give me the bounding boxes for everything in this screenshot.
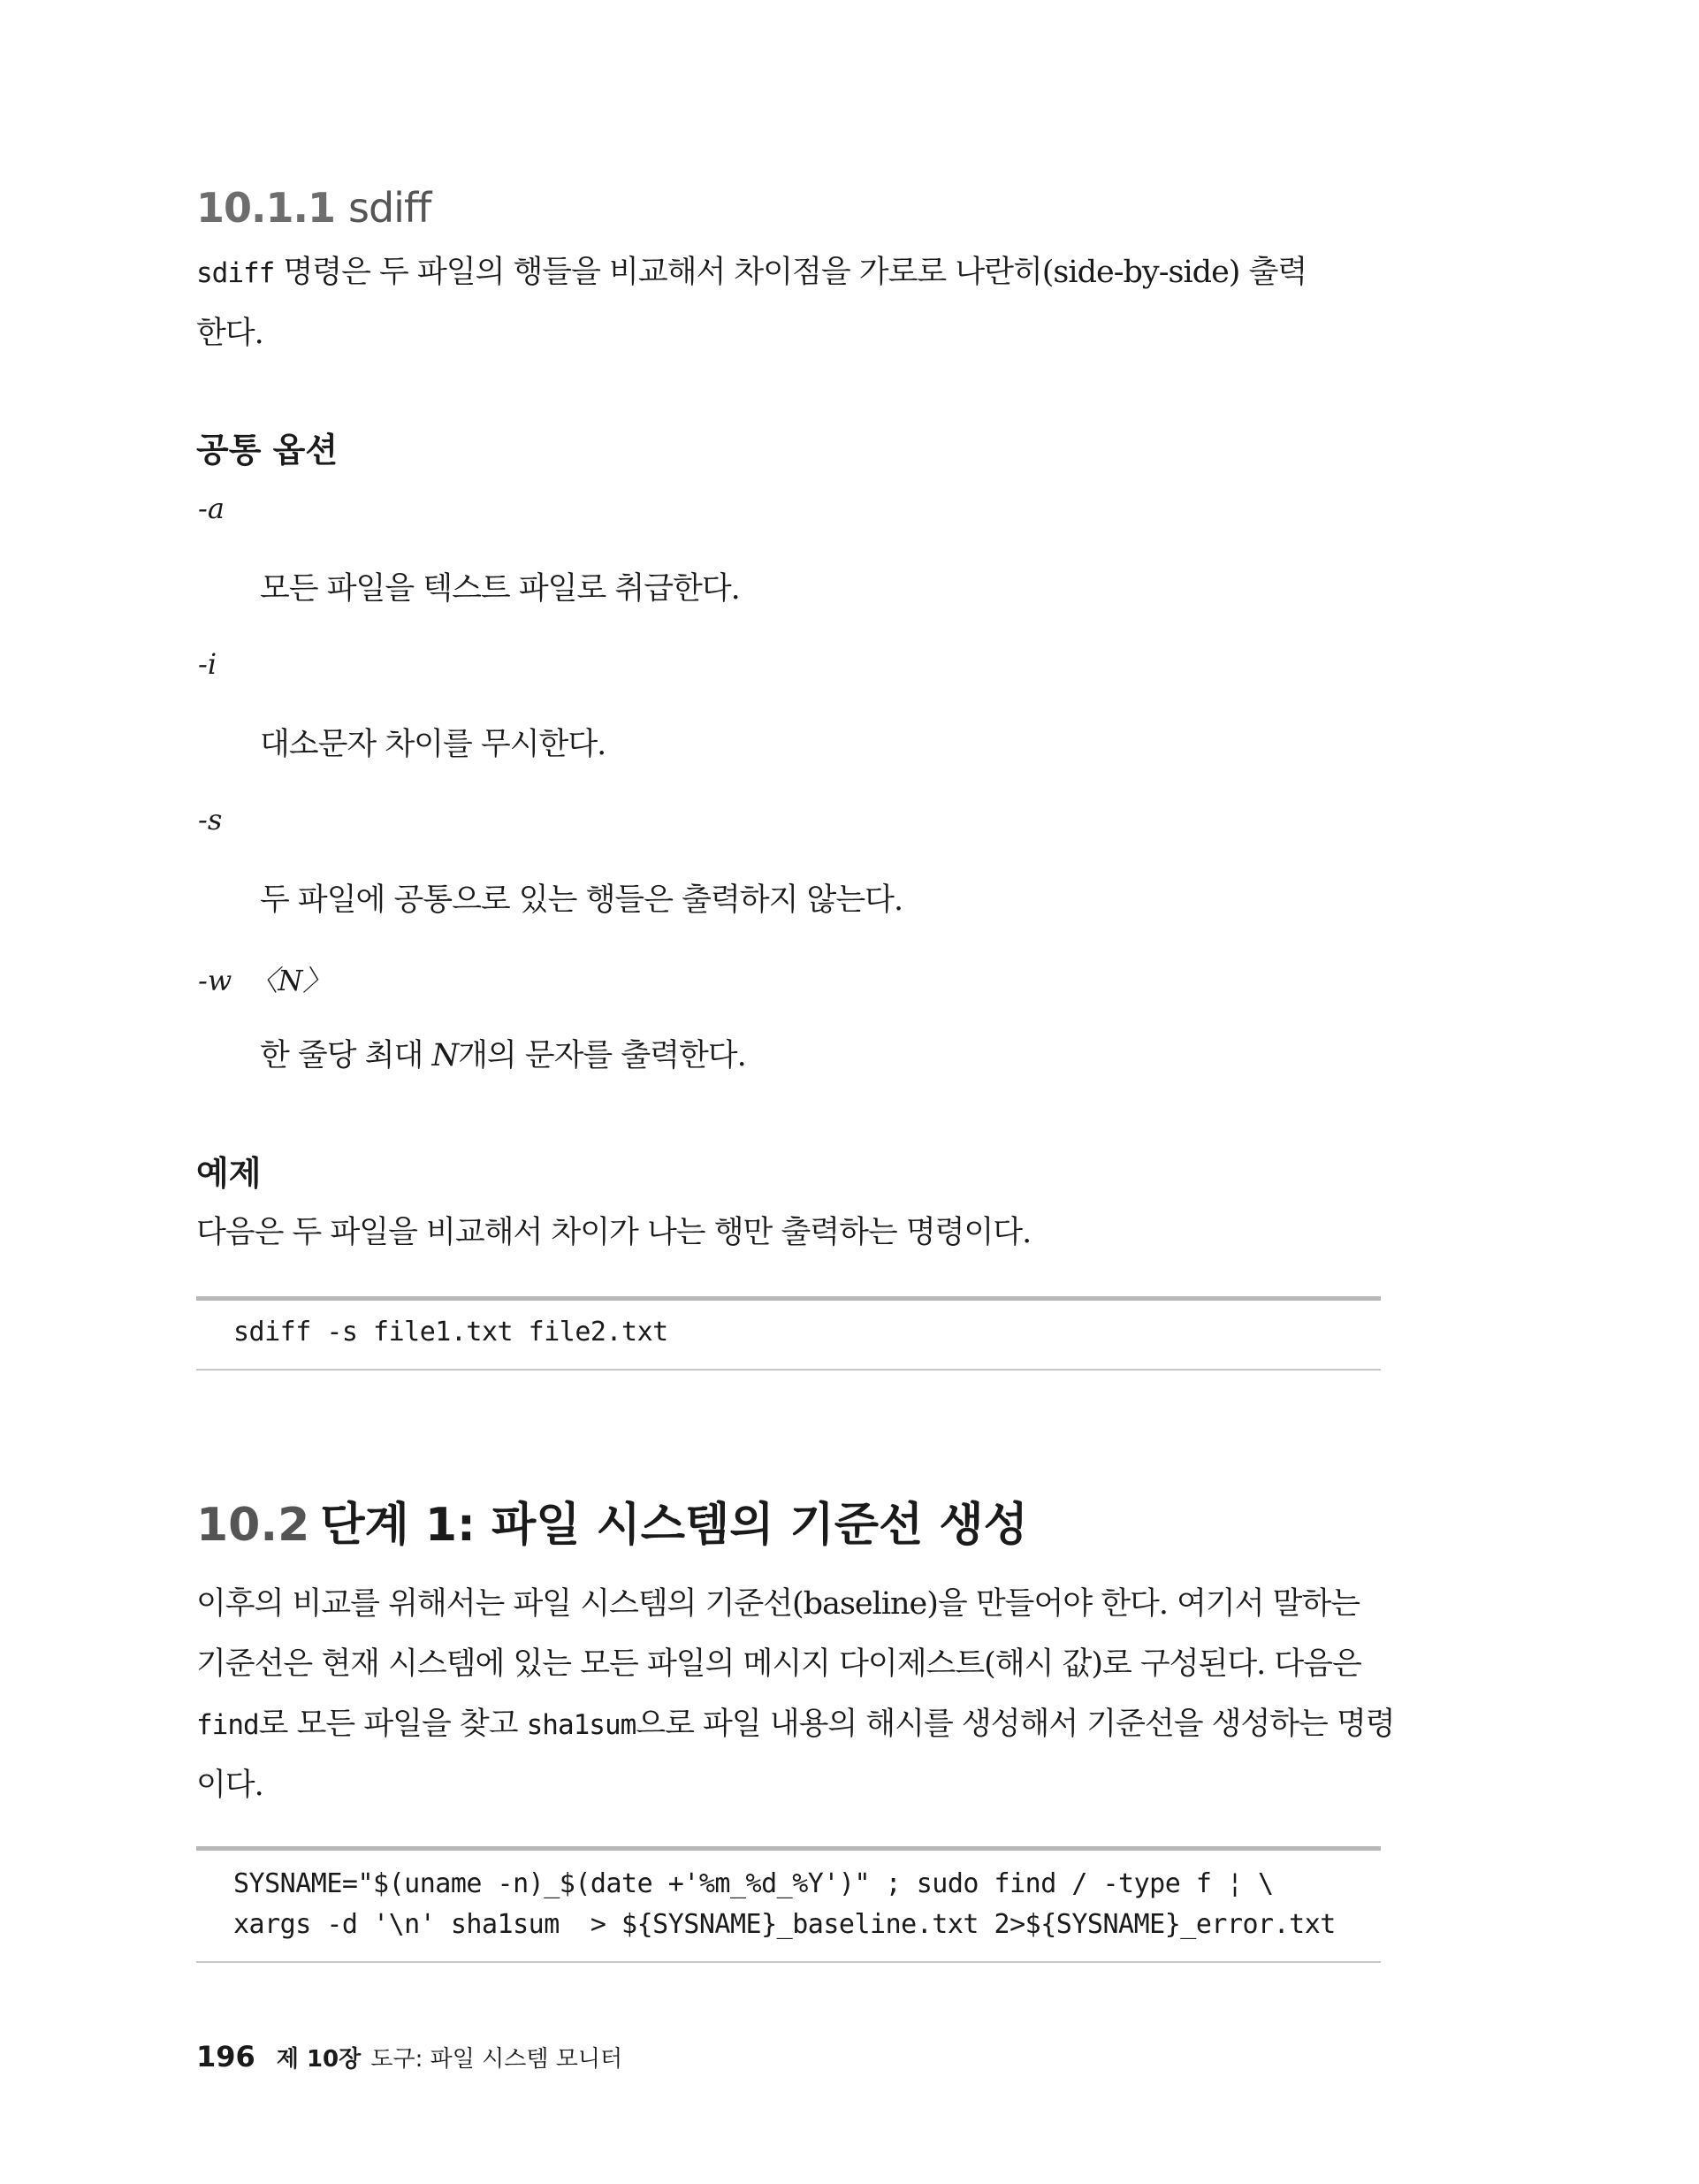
option-term-s: [198, 803, 222, 836]
inline-code-sha1sum: sha1sum: [526, 1709, 636, 1741]
option-desc-i: 대소문자 차이를 무시한다.: [260, 727, 606, 762]
inline-code-sdiff: sdiff: [196, 257, 275, 289]
desc-variable: N: [431, 1038, 459, 1073]
section-number: 10.1.1: [196, 184, 335, 232]
chapter-title: 도구: 파일 시스템 모니터: [370, 2046, 623, 2073]
paragraph-line: 이후의 비교를 위해서는 파일 시스템의 기준선(baseline)을 만들어야 한다. 여기서 말하는: [196, 1586, 1360, 1622]
code-block-example: [196, 1296, 1381, 1371]
desc-text: 한 줄당 최대: [260, 1038, 432, 1073]
desc-text: 개의 문자를 출력한다.: [458, 1038, 746, 1073]
option-term-w: [198, 958, 331, 999]
option-flag: -i: [198, 647, 217, 681]
code-line: SYSNAME="$(uname -n)_$(date +'%m_%d_%Y')" ; sudo find / -type f ¦ \: [233, 1868, 1274, 1899]
common-options-heading: 공통 옵션: [196, 431, 339, 470]
example-text: 다음은 두 파일을 비교해서 차이가 나는 행만 출력하는 명령이다.: [196, 1215, 1032, 1250]
page-number: 196: [196, 2040, 255, 2073]
option-term-a: [198, 492, 225, 525]
option-flag: -w: [198, 964, 232, 997]
code-line: xargs -d '\n' sha1sum > ${SYSNAME}_baseline.txt 2>${SYSNAME}_error.txt: [233, 1909, 1336, 1940]
section-title: 단계 1: 파일 시스템의 기준선 생성: [320, 1499, 1028, 1552]
code-block-baseline: [196, 1846, 1381, 1963]
intro-text: 명령은 두 파일의 행들을 비교해서 차이점을 가로로 나란히(side-by-side) 출력: [274, 255, 1307, 290]
inline-code-find: find: [196, 1709, 259, 1741]
page-footer: [196, 2040, 622, 2073]
option-flag: -s: [198, 803, 223, 836]
option-desc-s: 두 파일에 공통으로 있는 행들은 출력하지 않는다.: [260, 882, 903, 918]
intro-text-cont: 한다.: [196, 316, 263, 351]
paragraph-line: [196, 1694, 1395, 1755]
code-line: sdiff -s file1.txt file2.txt: [233, 1317, 668, 1348]
option-term-i: [198, 647, 217, 681]
sdiff-intro-paragraph: [196, 242, 1381, 363]
baseline-paragraph: [196, 1574, 1395, 1815]
example-heading: 예제: [196, 1154, 262, 1193]
paragraph-text: 으로 파일 내용의 해시를 생성해서 기준선을 생성하는 명령: [636, 1707, 1395, 1742]
section-title: sdiff: [348, 184, 431, 232]
chapter-label: 제 10장: [276, 2046, 362, 2073]
section-heading-sdiff: [196, 184, 430, 232]
option-desc-w: [260, 1031, 746, 1075]
option-flag: -a: [198, 492, 225, 525]
option-arg: 〈N〉: [249, 964, 331, 997]
paragraph-line: 기준선은 현재 시스템에 있는 모든 파일의 메시지 다이제스트(해시 값)로 구성된다. 다음은: [196, 1646, 1361, 1682]
option-desc-a: 모든 파일을 텍스트 파일로 취급한다.: [260, 571, 740, 607]
section-number: 10.2: [196, 1499, 310, 1552]
paragraph-text: 로 모든 파일을 찾고: [258, 1707, 527, 1742]
paragraph-line: 이다.: [196, 1768, 263, 1803]
document-page: [196, 0, 1395, 2184]
section-heading-baseline: [196, 1487, 1028, 1554]
